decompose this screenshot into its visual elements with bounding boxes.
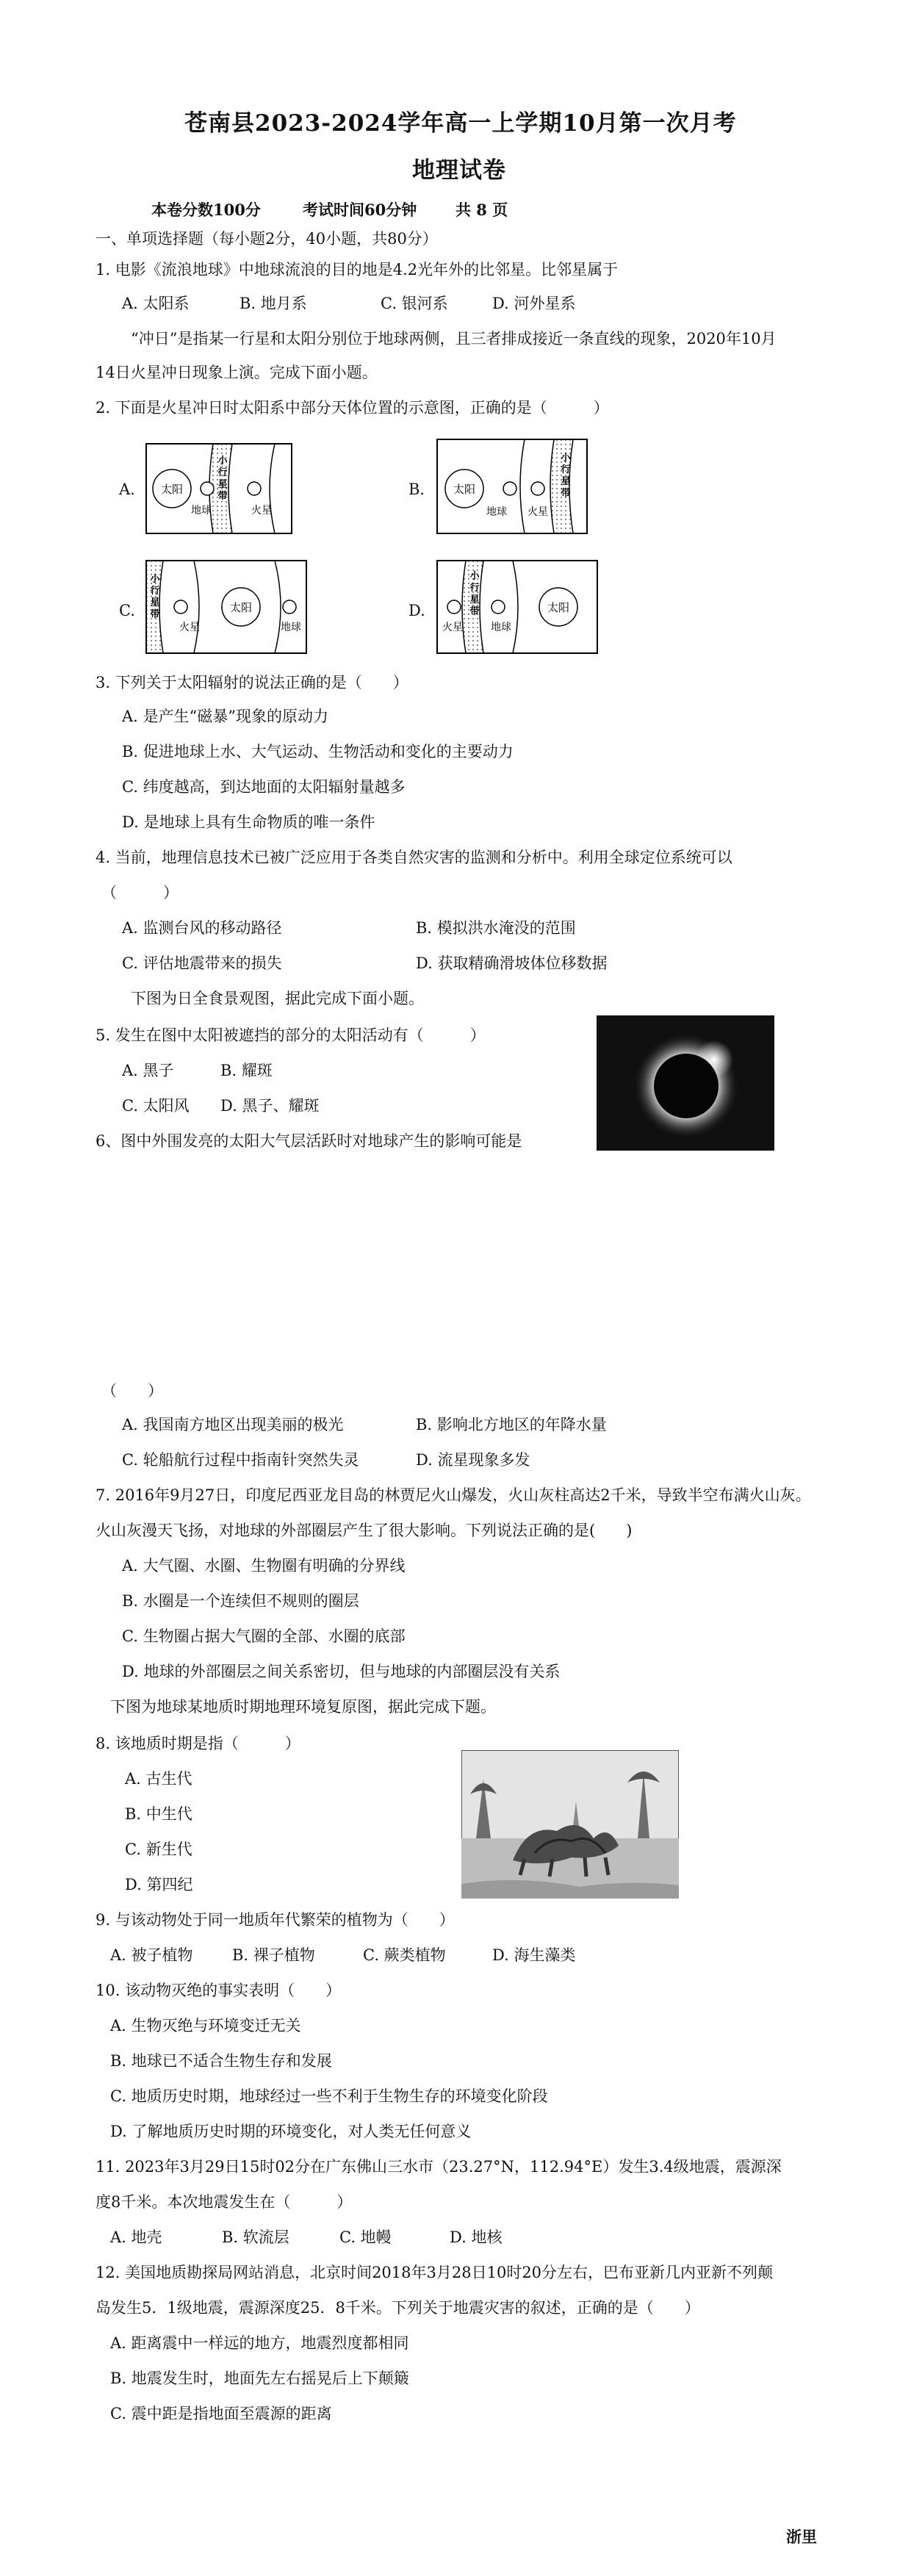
q2-stem: 2. 下面是火星冲日时太阳系中部分天体位置的示意图，正确的是（ ） — [96, 399, 609, 417]
q10-option-b: B. 地球已不适合生物生存和发展 — [110, 2052, 332, 2070]
q2-label-b: B. — [408, 481, 425, 498]
q3-option-b: B. 促进地球上水、大气运动、生物活动和变化的主要动力 — [122, 743, 514, 760]
q3-stem: 3. 下列关于太阳辐射的说法正确的是（ ） — [96, 674, 408, 691]
q1-stem: 1. 电影《流浪地球》中地球流浪的目的地是4.2光年外的比邻星。比邻星属于 — [96, 261, 619, 278]
q6-option-c: C. 轮船航行过程中指南针突然失灵 — [122, 1451, 359, 1469]
q2c-mars-label: 火星 — [179, 622, 200, 633]
q5-option-a: A. 黑子 — [122, 1062, 174, 1079]
q2b-belt-4: 带 — [561, 488, 571, 499]
q2-diagram-c[interactable] — [145, 560, 307, 654]
q2a-belt-1: 小 — [217, 456, 228, 467]
q2c-earth-label: 地球 — [281, 622, 301, 633]
q7-stem-line1: 7. 2016年9月27日，印度尼西亚龙目岛的林贾尼火山爆发，火山灰柱高达2千米，导致半空布满火山灰。 — [96, 1486, 811, 1504]
q2a-belt-3: 星 — [217, 479, 228, 490]
q2b-mars-label: 火星 — [527, 506, 548, 518]
q5-option-d: D. 黑子、耀斑 — [220, 1097, 320, 1115]
q12-option-b: B. 地震发生时，地面先左右摇晃后上下颠簸 — [110, 2370, 409, 2387]
q7-stem-line2: 火山灰漫天飞扬，对地球的外部圈层产生了很大影响。下列说法正确的是( ) — [96, 1522, 633, 1539]
q11-stem-line2: 度8千米。本次地震发生在（ ） — [96, 2193, 353, 2211]
q8-option-b: B. 中生代 — [125, 1805, 192, 1823]
q7-option-a: A. 大气圈、水圈、生物圈有明确的分界线 — [122, 1557, 406, 1575]
q2b-belt-3: 星 — [561, 476, 571, 487]
q7-option-b: B. 水圈是一个连续但不规则的圈层 — [122, 1592, 359, 1610]
q9-option-c: C. 蕨类植物 — [363, 1946, 446, 1964]
q11-option-d: D. 地核 — [450, 2228, 503, 2246]
q5-option-b: B. 耀斑 — [220, 1062, 273, 1079]
q11-option-b: B. 软流层 — [222, 2228, 289, 2246]
intro-chong-line2: 14日火星冲日现象上演。完成下面小题。 — [96, 364, 378, 381]
q2c-belt-4: 带 — [150, 609, 160, 620]
q7-option-c: C. 生物圈占据大气圈的全部、水圈的底部 — [122, 1627, 406, 1645]
q2d-mars-label: 火星 — [442, 622, 463, 633]
q2d-belt-1: 小 — [469, 571, 480, 582]
q4-option-c: C. 评估地震带来的损失 — [122, 954, 282, 972]
q5-stem: 5. 发生在图中太阳被遮挡的部分的太阳活动有（ ） — [96, 1026, 486, 1044]
q1-option-c: C. 银河系 — [381, 295, 448, 312]
q2c-sun-label: 太阳 — [229, 601, 253, 614]
pages-info: 共 8 页 — [455, 201, 508, 219]
q9-option-a: A. 被子植物 — [110, 1946, 193, 1964]
q4-option-b: B. 模拟洪水淹没的范围 — [416, 919, 576, 937]
q11-option-c: C. 地幔 — [339, 2228, 392, 2246]
q4-option-a: A. 监测台风的移动路径 — [122, 919, 282, 937]
q3-option-c: C. 纬度越高，到达地面的太阳辐射量越多 — [122, 778, 406, 796]
q2c-belt-1: 小 — [150, 574, 160, 585]
q2a-earth-label: 地球 — [191, 505, 212, 517]
intro-env: 下图为地球某地质时期地理环境复原图，据此完成下题。 — [110, 1698, 496, 1716]
score-info: 本卷分数100分 — [151, 201, 261, 219]
q10-option-c: C. 地质历史时期，地球经过一些不利于生物生存的环境变化阶段 — [110, 2087, 548, 2105]
q2-label-a: A. — [119, 481, 135, 498]
intro-eclipse: 下图为日全食景观图，据此完成下面小题。 — [131, 990, 424, 1007]
q11-option-a: A. 地壳 — [110, 2228, 162, 2246]
q2d-sun-label: 太阳 — [547, 601, 570, 614]
q9-option-d: D. 海生藻类 — [492, 1946, 576, 1964]
q2c-belt-2: 行 — [150, 586, 160, 597]
q6-option-a: A. 我国南方地区出现美丽的极光 — [122, 1416, 344, 1433]
q8-option-d: D. 第四纪 — [125, 1876, 193, 1893]
q2b-belt-2: 行 — [561, 464, 571, 475]
q6-stem: 6、图中外围发亮的太阳大气层活跃时对地球产生的影响可能是 — [96, 1132, 522, 1150]
q6-paren: （ ） — [101, 1382, 163, 1400]
q8-option-a: A. 古生代 — [125, 1770, 192, 1788]
page-subtitle: 地理试卷 — [412, 157, 506, 184]
q2c-belt-3: 星 — [150, 597, 160, 608]
q2a-belt-2: 行 — [217, 467, 228, 478]
q2-diagram-d[interactable] — [436, 560, 598, 654]
q3-option-d: D. 是地球上具有生命物质的唯一条件 — [122, 813, 375, 831]
q2a-sun-label: 太阳 — [160, 483, 184, 496]
q4-option-d: D. 获取精确滑坡体位移数据 — [416, 954, 608, 972]
q2b-belt-1: 小 — [561, 453, 571, 464]
q10-option-a: A. 生物灭绝与环境变迁无关 — [110, 2017, 301, 2034]
q2d-belt-4: 带 — [469, 606, 480, 617]
q1-option-b: B. 地月系 — [240, 295, 307, 312]
q9-stem: 9. 与该动物处于同一地质年代繁荣的植物为（ ） — [96, 1911, 455, 1929]
q7-option-d: D. 地球的外部圈层之间关系密切，但与地球的内部圈层没有关系 — [122, 1663, 561, 1680]
q8-stem: 8. 该地质时期是指（ ） — [96, 1735, 300, 1752]
q6-option-b: B. 影响北方地区的年降水量 — [416, 1416, 607, 1433]
q2a-mars-label: 火星 — [251, 505, 272, 517]
q1-option-a: A. 太阳系 — [122, 295, 190, 312]
page-title: 苍南县2023-2024学年高一上学期10月第一次月考 — [184, 110, 737, 137]
q8-option-c: C. 新生代 — [125, 1841, 192, 1858]
solar-eclipse-photo — [597, 1015, 774, 1151]
q2d-belt-2: 行 — [469, 583, 480, 594]
q1-option-d: D. 河外星系 — [492, 295, 576, 312]
intro-chong-line1: “冲日”是指某一行星和太阳分别位于地球两侧，且三者排成接近一条直线的现象，2020年10月 — [131, 330, 777, 348]
time-info: 考试时间60分钟 — [303, 201, 417, 219]
q2-label-d: D. — [408, 602, 425, 619]
q2-diagram-b[interactable] — [436, 439, 588, 534]
footer-text: 浙里 — [786, 2528, 817, 2546]
q4-paren: （ ） — [101, 884, 179, 902]
q2b-earth-label: 地球 — [486, 506, 507, 518]
q10-option-d: D. 了解地质历史时期的环境变化，对人类无任何意义 — [110, 2123, 472, 2140]
q12-stem-line1: 12. 美国地质勘探局网站消息，北京时间2018年3月28日10时20分左右，巴布亚新几内亚新不列颠 — [96, 2264, 774, 2281]
q9-option-b: B. 裸子植物 — [232, 1946, 315, 1964]
q12-option-a: A. 距离震中一样远的地方，地震烈度都相同 — [110, 2334, 409, 2352]
q2a-belt-4: 带 — [217, 491, 228, 502]
geologic-period-scene-photo — [461, 1750, 679, 1899]
q4-stem: 4. 当前，地理信息技术已被广泛应用于各类自然灾害的监测和分析中。利用全球定位系统可以 — [96, 849, 732, 866]
q2b-sun-label: 太阳 — [453, 483, 476, 496]
q2-diagram-a[interactable] — [145, 443, 292, 534]
q2d-earth-label: 地球 — [491, 622, 511, 633]
q12-option-c: C. 震中距是指地面至震源的距离 — [110, 2405, 332, 2422]
section-heading: 一、单项选择题（每小题2分，40小题，共80分） — [96, 230, 438, 248]
q5-option-c: C. 太阳风 — [122, 1097, 190, 1115]
q10-stem: 10. 该动物灭绝的事实表明（ ） — [96, 1982, 342, 1999]
q2d-belt-3: 星 — [469, 594, 480, 605]
q2-label-c: C. — [119, 602, 135, 619]
q6-option-d: D. 流星现象多发 — [416, 1451, 530, 1469]
q11-stem-line1: 11. 2023年3月29日15时02分在广东佛山三水市（23.27°N，112.94°E）发生3.4级地震，震源深 — [96, 2158, 782, 2176]
q12-stem-line2: 岛发生5．1级地震，震源深度25．8千米。下列关于地震灾害的叙述，正确的是（ ） — [96, 2299, 700, 2317]
q3-option-a: A. 是产生“磁暴”现象的原动力 — [122, 708, 328, 725]
